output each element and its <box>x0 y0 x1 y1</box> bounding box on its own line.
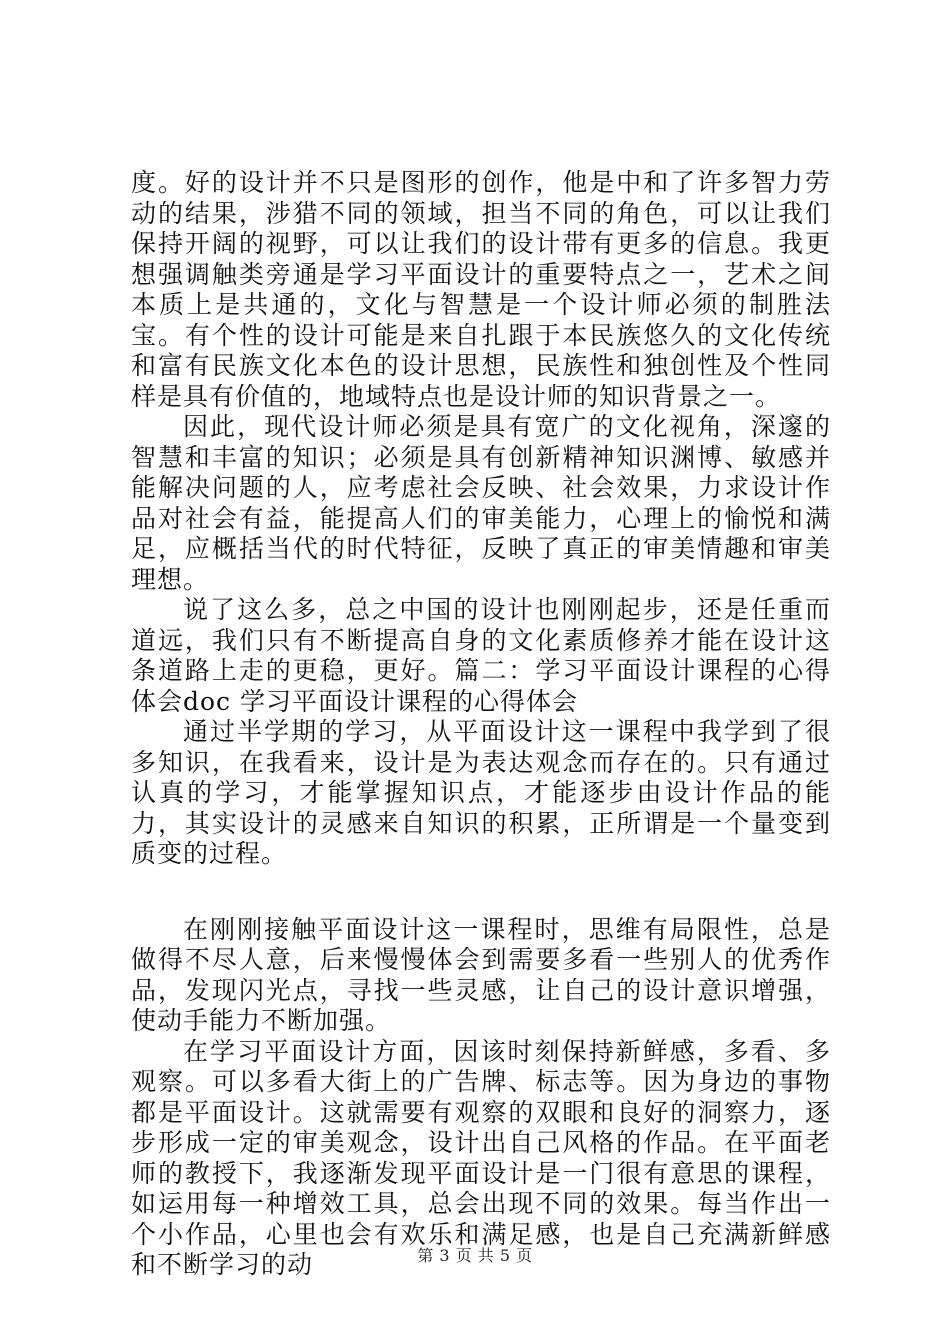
paragraph-modern-designer: 因此，现代设计师必须是具有宽广的文化视角，深邃的智慧和丰富的知识；必须是具有创新精神知识渊博、敏感并能解决问题的人，应考虑社会反映、社会效果，力求设计作品对社会有益，能提高人们的审美能力，心理上的愉悦和满足，应概括当代的时代特征，反映了真正的审美情趣和审美理想。 <box>131 412 831 594</box>
paragraph-continuation: 度。好的设计并不只是图形的创作，他是中和了许多智力劳动的结果，涉猎不同的领域，担当不同的角色，可以让我们保持开阔的视野，可以让我们的设计带有更多的信息。我更想强调触类旁通是学习平面设计的重要特点之一，艺术之间本质上是共通的，文化与智慧是一个设计师必须的制胜法宝。有个性的设计可能是来自扎跟于本民族悠久的文化传统和富有民族文化本色的设计思想，民族性和独创性及个性同样是具有价值的，地域特点也是设计师的知识背景之一。 <box>131 168 831 411</box>
paragraph-conclusion: 说了这么多，总之中国的设计也刚刚起步，还是任重而道远，我们只有不断提高自身的文化素质修养才能在设计这条道路上走的更稳，更好。篇二：学习平面设计课程的心得体会doc 学习平面设计课程的心得体会 <box>131 595 831 716</box>
paragraph-semester-study: 通过半学期的学习，从平面设计这一课程中我学到了很多知识，在我看来，设计是为表达观念而存在的。只有通过认真的学习，才能掌握知识点，才能逐步由设计作品的能力，其实设计的灵感来自知识的积累，正所谓是一个量变到质变的过程。 <box>131 717 831 868</box>
paragraph-gap <box>131 870 831 915</box>
paragraph-first-contact: 在刚刚接触平面设计这一课程时，思维有局限性，总是做得不尽人意，后来慢慢体会到需要多看一些别人的优秀作品，发现闪光点，寻找一些灵感，让自己的设计意识增强，使动手能力不断加强。 <box>131 914 831 1035</box>
page-footer: 第 3 页 共 5 页 <box>417 1246 533 1265</box>
paragraph-learning-approach: 在学习平面设计方面，因该时刻保持新鲜感，多看、多观察。可以多看大街上的广告牌、标志等。因为身边的事物都是平面设计。这就需要有观察的双眼和良好的洞察力，逐步形成一定的审美观念，设计出自己风格的作品。在平面老师的教授下，我逐渐发现平面设计是一门很有意思的课程，如运用每一种增效工具，总会出现不同的效果。每当作出一个小作品，心里也会有欢乐和满足感，也是自己充满新鲜感和不断学习的动 <box>131 1036 831 1279</box>
document-body <box>131 168 831 1281</box>
